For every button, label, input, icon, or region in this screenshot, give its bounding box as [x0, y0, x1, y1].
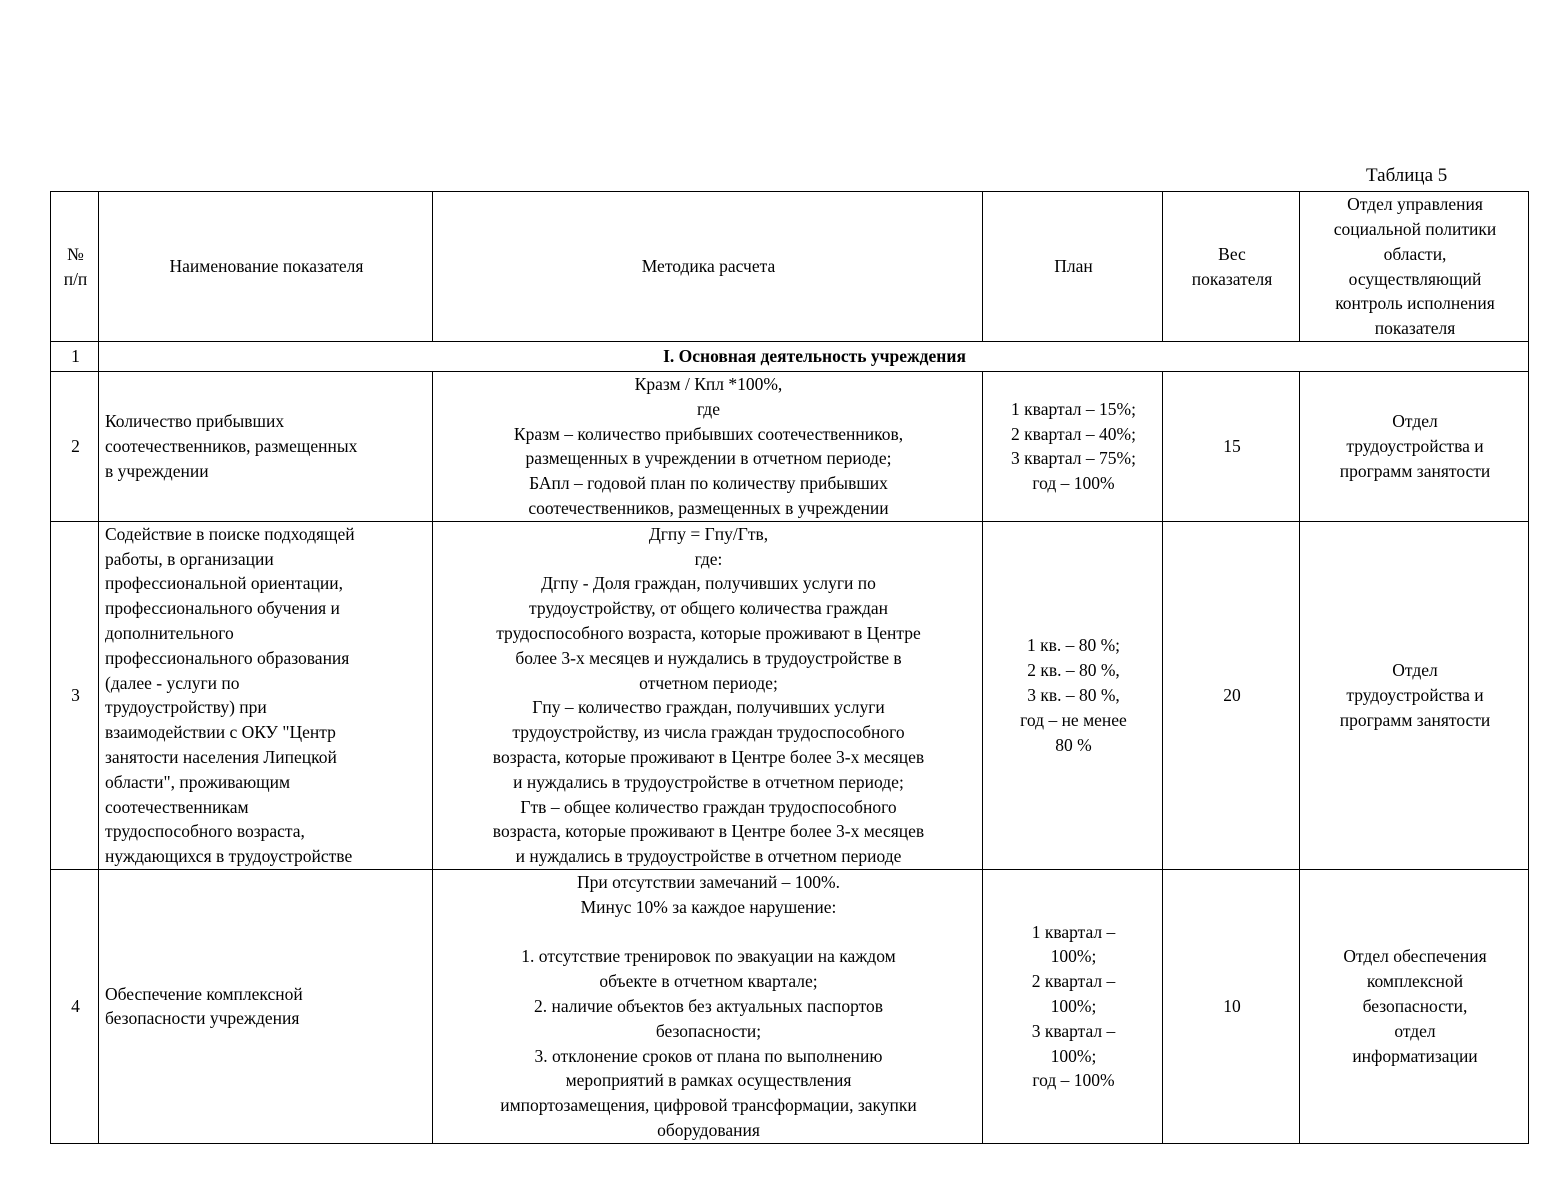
method-line: При отсутствии замечаний – 100%. — [577, 872, 840, 893]
header-dept-line: показателя — [1374, 318, 1456, 339]
indicator-name-cell — [99, 521, 433, 869]
plan-line: год – 100% — [1032, 473, 1115, 494]
header-name-cell — [99, 192, 433, 342]
method-line: Гтв – общее количество граждан трудоспособного — [520, 796, 897, 817]
plan-line: 100%; — [1050, 946, 1097, 967]
header-plan-cell — [983, 192, 1163, 342]
method-line: Кразм / Кпл *100%, — [634, 374, 783, 394]
header-method: Методика расчета — [641, 256, 776, 277]
header-weight-cell — [1163, 192, 1300, 342]
indicator-name-line: профессиональной ориентации, — [105, 573, 344, 594]
dept-cell — [1300, 372, 1529, 522]
header-name: Наименование показателя — [169, 256, 364, 277]
method-line: мероприятий в рамках осуществления — [565, 1070, 852, 1091]
section-num-cell: 1 — [51, 342, 99, 372]
header-weight-line: показателя — [1191, 268, 1273, 289]
plan-line: 3 квартал – — [1031, 1020, 1116, 1041]
method-line: Гпу – количество граждан, получивших услуги — [532, 697, 885, 718]
plan-line: 2 квартал – — [1031, 971, 1116, 992]
row-num-cell: 3 — [51, 521, 99, 869]
weight-cell: 15 — [1163, 372, 1300, 522]
plan-line: год – не менее — [1020, 709, 1127, 730]
plan-line: 100%; — [1050, 1045, 1097, 1066]
method-line: объекте в отчетном квартале; — [599, 971, 818, 992]
indicator-name-line: безопасности учреждения — [105, 1008, 300, 1029]
table-row — [51, 869, 1529, 1143]
indicator-name-line: Количество прибывших — [105, 411, 285, 432]
dept-cell — [1300, 521, 1529, 869]
method-line: Дгпу = Гпу/Гтв, — [648, 523, 769, 544]
dept-line: информатизации — [1352, 1045, 1478, 1066]
header-dept-line: социальной политики — [1333, 218, 1497, 239]
header-weight-line: Вес — [1218, 243, 1246, 264]
dept-cell — [1300, 869, 1529, 1143]
row-num-cell: 2 — [51, 372, 99, 522]
header-dept-line: Отдел управления — [1347, 194, 1483, 215]
header-dept-cell — [1300, 192, 1529, 342]
dept-line: программ занятости — [1339, 460, 1491, 481]
table-row — [51, 372, 1529, 522]
method-line: где: — [694, 548, 723, 569]
method-line: более 3-х месяцев и нуждались в трудоустройстве в — [515, 647, 902, 668]
table-header-row — [51, 192, 1529, 342]
indicator-name-line: взаимодействии с ОКУ "Центр — [105, 722, 336, 743]
header-num-line: п/п — [63, 268, 88, 289]
indicator-name-line: профессионального обучения и — [105, 598, 340, 619]
indicator-name-line: в учреждении — [105, 460, 209, 481]
dept-line: трудоустройства и — [1346, 684, 1484, 705]
plan-line: 2 кв. – 80 %, — [1027, 660, 1120, 681]
method-line: Дгпу - Доля граждан, получивших услуги по — [541, 573, 876, 594]
weight-cell: 20 — [1163, 521, 1300, 869]
method-line: и нуждались в трудоустройстве в отчетном периоде — [515, 846, 902, 867]
method-line: Минус 10% за каждое нарушение: — [580, 896, 837, 917]
method-line: возраста, которые проживают в Центре более 3-х месяцев — [492, 821, 925, 842]
indicator-name-line: дополнительного — [105, 622, 234, 643]
table-caption: Таблица 5 — [1366, 165, 1448, 186]
method-cell — [433, 869, 983, 1143]
method-line: импортозамещения, цифровой трансформации, закупки — [500, 1095, 917, 1116]
indicator-name-line: (далее - услуги по — [105, 672, 240, 693]
weight-cell: 10 — [1163, 869, 1300, 1143]
indicator-name-line: профессионального образования — [105, 647, 350, 668]
table-row — [51, 521, 1529, 869]
header-dept-line: контроль исполнения — [1335, 293, 1495, 314]
method-line: размещенных в учреждении в отчетном периоде; — [525, 448, 892, 469]
plan-line: 80 % — [1055, 734, 1092, 755]
plan-line: 1 квартал – — [1031, 921, 1116, 942]
indicator-name-line: соотечественников, размещенных — [105, 435, 358, 456]
indicator-name-line: соотечественникам — [105, 796, 249, 817]
header-num-cell — [51, 192, 99, 342]
indicator-name-line: Содействие в поиске подходящей — [105, 523, 355, 544]
indicator-name-line: работы, в организации — [105, 548, 274, 569]
plan-cell — [983, 372, 1163, 522]
row-num-cell: 4 — [51, 869, 99, 1143]
method-line: оборудования — [657, 1120, 760, 1141]
dept-line: безопасности, — [1362, 996, 1468, 1017]
method-line: БАпл – годовой план по количеству прибывших — [529, 473, 888, 494]
plan-line: 3 квартал – 75%; — [1011, 448, 1136, 469]
indicator-name-line: занятости населения Липецкой — [105, 746, 337, 767]
method-line: отчетном периоде; — [639, 672, 778, 693]
plan-line: 3 кв. – 80 %, — [1027, 684, 1120, 705]
method-cell — [433, 521, 983, 869]
indicator-name-line: трудоспособного возраста, — [105, 821, 305, 842]
method-line: Кразм – количество прибывших соотечественников, — [513, 423, 904, 444]
dept-line: комплексной — [1366, 971, 1464, 992]
header-dept-line: области, — [1383, 243, 1447, 264]
method-line: где — [697, 398, 720, 419]
plan-cell — [983, 869, 1163, 1143]
method-line: 1. отсутствие тренировок по эвакуации на каждом — [521, 946, 896, 967]
indicator-name-cell — [99, 372, 433, 522]
plan-line: 1 кв. – 80 %; — [1026, 635, 1121, 656]
plan-line: 2 квартал – 40%; — [1011, 423, 1136, 444]
plan-line: 1 квартал – 15%; — [1011, 398, 1136, 419]
dept-line: отдел — [1394, 1020, 1436, 1041]
indicator-name-line: трудоустройству) при — [105, 697, 267, 718]
method-blank-line — [439, 920, 978, 945]
method-line: 2. наличие объектов без актуальных паспортов — [533, 996, 884, 1017]
method-cell — [433, 372, 983, 522]
header-plan: План — [1054, 256, 1093, 277]
plan-line: 100%; — [1050, 996, 1097, 1017]
method-line: трудоустройству, из числа граждан трудоспособного — [512, 722, 905, 743]
method-line: соотечественников, размещенных в учреждении — [528, 497, 889, 518]
method-line: безопасности; — [655, 1020, 762, 1041]
header-num-line: № — [67, 243, 84, 264]
method-line: 3. отклонение сроков от плана по выполнению — [534, 1045, 883, 1066]
dept-line: Отдел — [1392, 411, 1438, 432]
indicator-name-line: области", проживающим — [105, 771, 291, 792]
dept-line: трудоустройства и — [1346, 435, 1484, 456]
method-line: трудоустройству, от общего количества граждан — [528, 598, 889, 619]
header-dept-line: осуществляющий — [1348, 268, 1482, 289]
method-line: возраста, которые проживают в Центре более 3-х месяцев — [492, 746, 925, 767]
dept-line: Отдел — [1392, 660, 1438, 681]
header-method-cell — [433, 192, 983, 342]
indicator-name-line: нуждающихся в трудоустройстве — [105, 846, 353, 867]
indicator-name-line: Обеспечение комплексной — [105, 983, 303, 1004]
dept-line: Отдел обеспечения — [1343, 946, 1487, 967]
section-title: I. Основная деятельность учреждения — [99, 342, 1529, 372]
plan-line: год – 100% — [1032, 1070, 1115, 1091]
plan-cell — [983, 521, 1163, 869]
indicator-name-cell — [99, 869, 433, 1143]
dept-line: программ занятости — [1339, 709, 1491, 730]
indicators-table — [50, 191, 1529, 1144]
method-line: и нуждались в трудоустройстве в отчетном периоде; — [513, 771, 904, 792]
section-row — [51, 342, 1529, 372]
method-line: трудоспособного возраста, которые проживают в Центре — [496, 622, 921, 643]
